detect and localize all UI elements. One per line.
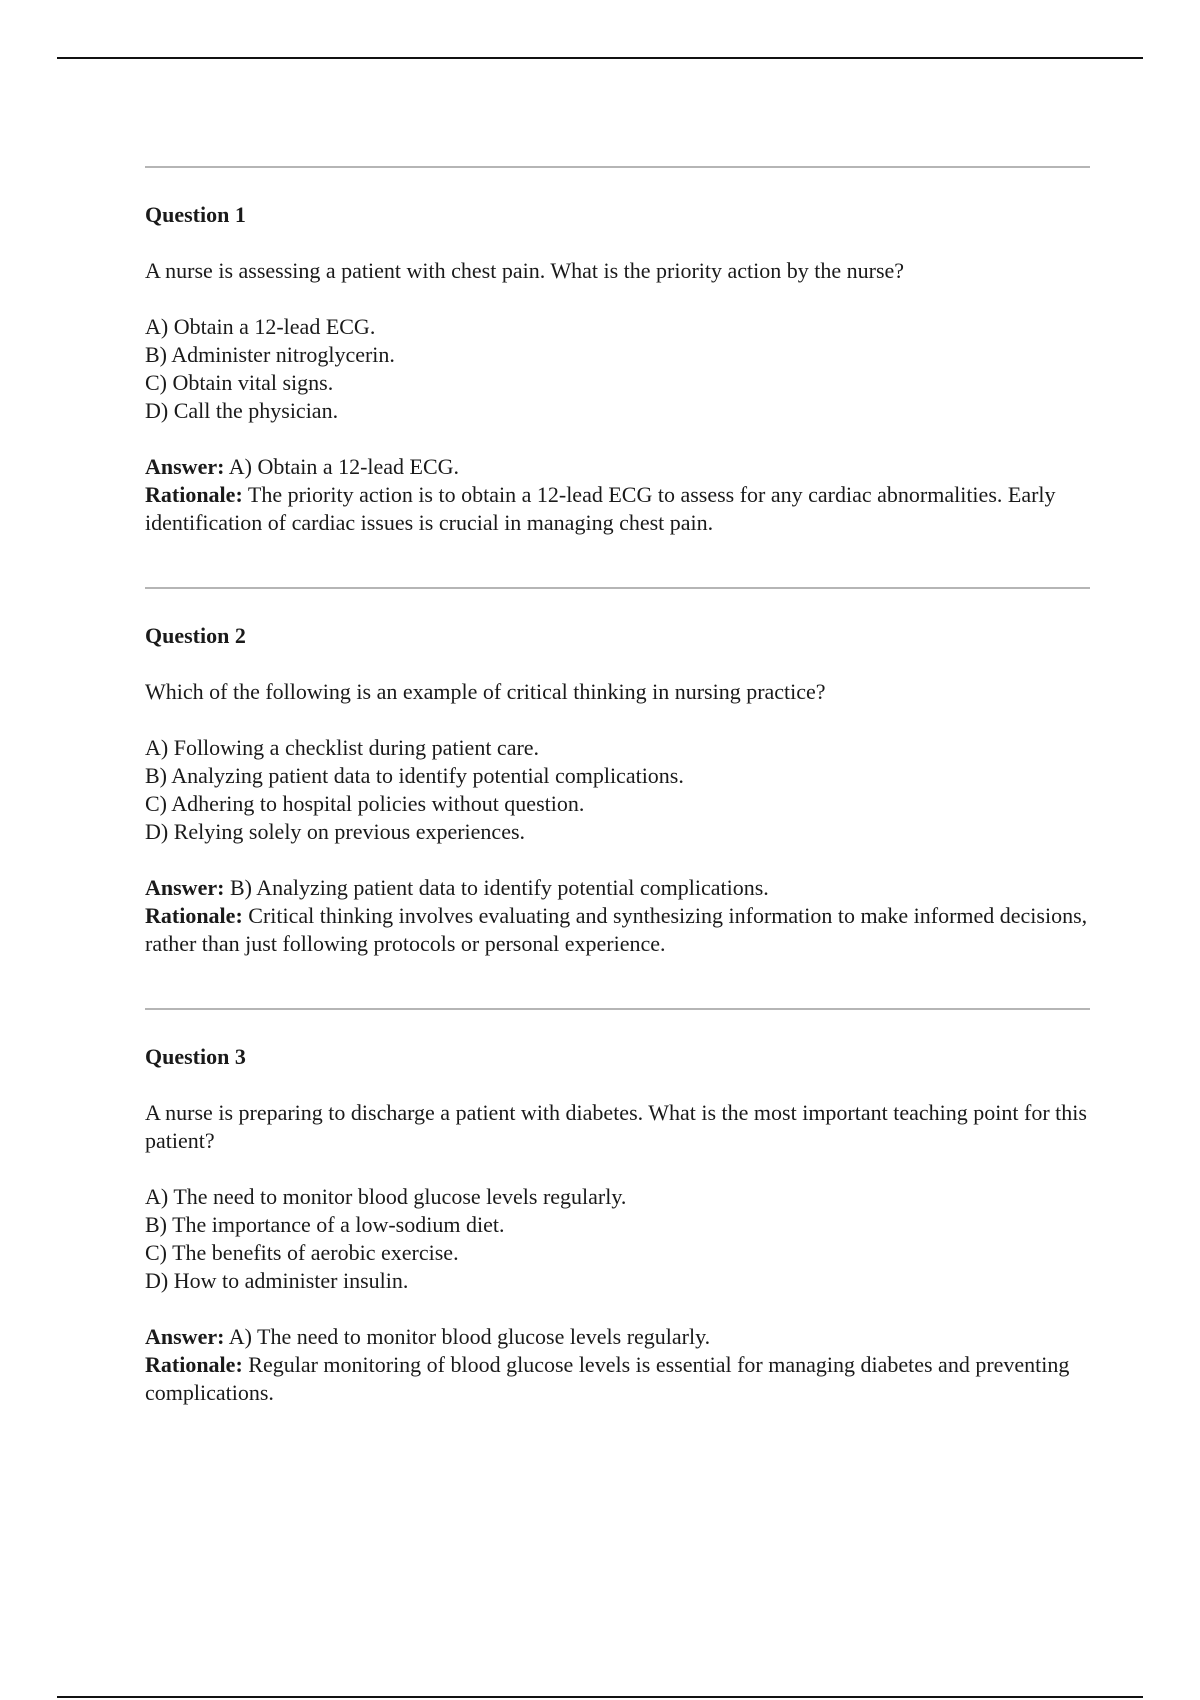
option-b: B) The importance of a low-sodium diet. [145,1212,505,1237]
question-block-1 [145,166,1090,587]
answer-label: Answer: [145,875,225,900]
rationale-text: Critical thinking involves evaluating and synthesizing information to make informed decisions, rather than just following protocols or personal experience. [145,903,1088,956]
page-bottom-rule [57,1696,1143,1698]
option-a: A) The need to monitor blood glucose levels regularly. [145,1184,627,1209]
option-d: D) Call the physician. [145,398,339,423]
question-title: Question 3 [145,1044,246,1069]
section-divider [145,587,1090,589]
question-text: Which of the following is an example of critical thinking in nursing practice? [145,679,826,704]
answer-value: A) Obtain a 12-lead ECG. [228,454,460,479]
question-block-3 [145,1008,1090,1407]
rationale-line [145,902,1090,958]
answer-value: B) Analyzing patient data to identify potential complications. [229,875,769,900]
option-b: B) Analyzing patient data to identify potential complications. [145,763,684,788]
section-divider [145,166,1090,168]
option-list [145,313,1090,425]
option-b: B) Administer nitroglycerin. [145,342,395,367]
question-text: A nurse is preparing to discharge a patient with diabetes. What is the most important teaching point for this patient? [145,1100,1087,1153]
rationale-line [145,1351,1090,1407]
question-title: Question 2 [145,623,246,648]
option-a: A) Following a checklist during patient care. [145,735,540,760]
page-top-rule [57,57,1143,59]
rationale-text: Regular monitoring of blood glucose levels is essential for managing diabetes and preventing complications. [145,1352,1070,1405]
section-divider [145,1008,1090,1010]
rationale-label: Rationale: [145,903,243,928]
question-text: A nurse is assessing a patient with chest pain. What is the priority action by the nurse? [145,258,905,283]
option-list [145,1183,1090,1295]
question-list [145,166,1090,1407]
question-block-2 [145,587,1090,1008]
option-d: D) Relying solely on previous experiences. [145,819,526,844]
answer-value: A) The need to monitor blood glucose levels regularly. [228,1324,711,1349]
option-list [145,734,1090,846]
option-a: A) Obtain a 12-lead ECG. [145,314,376,339]
option-c: C) The benefits of aerobic exercise. [145,1240,459,1265]
rationale-line [145,481,1090,537]
answer-line [145,874,1090,902]
rationale-label: Rationale: [145,1352,243,1377]
option-c: C) Obtain vital signs. [145,370,334,395]
block-spacer [145,958,1090,1008]
question-title: Question 1 [145,202,246,227]
block-spacer [145,537,1090,587]
answer-line [145,453,1090,481]
answer-label: Answer: [145,454,225,479]
option-d: D) How to administer insulin. [145,1268,409,1293]
answer-line [145,1323,1090,1351]
answer-label: Answer: [145,1324,225,1349]
rationale-text: The priority action is to obtain a 12-lead ECG to assess for any cardiac abnormalities. Early identification of cardiac issues is crucial in managing chest pain. [145,482,1056,535]
rationale-label: Rationale: [145,482,243,507]
option-c: C) Adhering to hospital policies without question. [145,791,585,816]
